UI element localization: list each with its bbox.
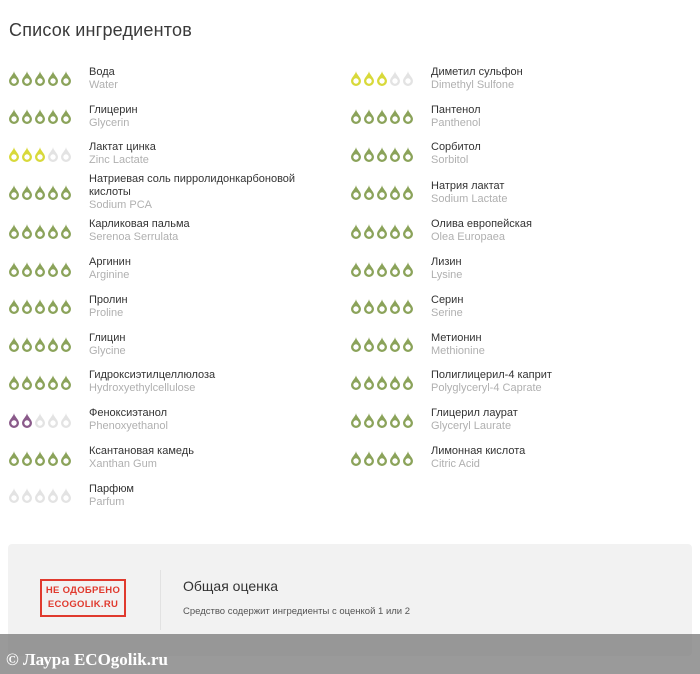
drop-icon bbox=[376, 337, 388, 352]
ingredient-name-latin: Methionine bbox=[431, 344, 485, 357]
ingredient-rating bbox=[0, 71, 89, 86]
drop-icon bbox=[389, 451, 401, 466]
drop-icon bbox=[350, 451, 362, 466]
ingredient-item[interactable] bbox=[342, 212, 700, 250]
ingredient-name-ru: Ксантановая камедь bbox=[89, 445, 194, 458]
ingredient-name-latin: Xanthan Gum bbox=[89, 458, 157, 471]
drop-icon bbox=[34, 488, 46, 503]
ingredient-name-latin: Zinc Lactate bbox=[89, 154, 149, 167]
ingredient-item[interactable] bbox=[0, 401, 342, 439]
ingredient-rating bbox=[0, 299, 89, 314]
ingredient-name-ru: Пролин bbox=[89, 293, 128, 306]
ingredient-item[interactable] bbox=[0, 98, 342, 136]
drop-icon bbox=[60, 299, 72, 314]
ingredient-name-ru: Лимонная кислота bbox=[431, 445, 526, 458]
ingredient-name-ru: Натрия лактат bbox=[431, 179, 505, 192]
drop-icon bbox=[47, 224, 59, 239]
ingredient-rating bbox=[342, 413, 431, 428]
ingredient-names bbox=[89, 256, 342, 282]
drop-icon bbox=[47, 451, 59, 466]
drop-icon bbox=[376, 109, 388, 124]
ingredient-rating bbox=[0, 413, 89, 428]
drop-icon bbox=[8, 71, 20, 86]
overall-rating-description: Средство содержит ингредиенты с оценкой 1 или 2 bbox=[183, 606, 411, 617]
drop-icon bbox=[363, 375, 375, 390]
drop-icon bbox=[363, 71, 375, 86]
stamp-line-2: ECOGOLIK.RU bbox=[47, 599, 119, 610]
ingredient-name-ru: Натриевая соль пирролидонкарбоновой кислоты bbox=[89, 173, 296, 199]
drop-icon bbox=[21, 262, 33, 277]
ingredient-item[interactable] bbox=[342, 173, 700, 212]
drop-icon bbox=[363, 147, 375, 162]
drop-icon bbox=[350, 147, 362, 162]
ingredient-name-ru: Вода bbox=[89, 65, 115, 78]
ingredient-name-ru: Лизин bbox=[431, 256, 462, 269]
drop-icon bbox=[47, 185, 59, 200]
drop-icon bbox=[8, 451, 20, 466]
drop-icon bbox=[376, 375, 388, 390]
drop-icon bbox=[389, 375, 401, 390]
drop-icon bbox=[402, 224, 414, 239]
ingredient-name-latin: Polyglyceryl-4 Caprate bbox=[431, 382, 542, 395]
drop-icon bbox=[60, 109, 72, 124]
ingredient-names bbox=[89, 332, 342, 358]
ingredient-item[interactable] bbox=[0, 326, 342, 364]
ingredient-names bbox=[89, 369, 342, 395]
drop-icon bbox=[402, 71, 414, 86]
ingredient-name-latin: Sodium Lactate bbox=[431, 192, 508, 205]
drop-icon bbox=[376, 299, 388, 314]
drop-icon bbox=[350, 375, 362, 390]
ingredient-name-ru: Аргинин bbox=[89, 256, 131, 269]
ingredient-rating bbox=[342, 451, 431, 466]
drop-icon bbox=[34, 451, 46, 466]
ingredient-rating bbox=[342, 262, 431, 277]
drop-icon bbox=[350, 71, 362, 86]
ingredient-rating bbox=[0, 488, 89, 503]
drop-icon bbox=[363, 109, 375, 124]
divider bbox=[160, 570, 161, 630]
ingredient-names bbox=[431, 66, 700, 92]
drop-icon bbox=[60, 262, 72, 277]
ingredient-rating bbox=[342, 375, 431, 390]
empty-cell bbox=[342, 477, 700, 515]
drop-icon bbox=[350, 109, 362, 124]
ingredient-name-latin: Lysine bbox=[431, 269, 463, 282]
ingredient-name-ru: Сорбитол bbox=[431, 141, 481, 154]
ingredient-name-latin: Arginine bbox=[89, 269, 130, 282]
ingredient-names bbox=[431, 141, 700, 167]
ingredient-item[interactable] bbox=[342, 250, 700, 288]
ingredient-name-ru: Феноксиэтанол bbox=[89, 407, 168, 420]
drop-icon bbox=[34, 185, 46, 200]
ingredient-name-latin: Glyceryl Laurate bbox=[431, 420, 512, 433]
drop-icon bbox=[47, 71, 59, 86]
ingredient-item[interactable] bbox=[342, 326, 700, 364]
drop-icon bbox=[8, 224, 20, 239]
drop-icon bbox=[60, 337, 72, 352]
drop-icon bbox=[402, 413, 414, 428]
drop-icon bbox=[350, 224, 362, 239]
ingredient-names bbox=[431, 294, 700, 320]
ingredient-item[interactable] bbox=[342, 136, 700, 174]
drop-icon bbox=[21, 375, 33, 390]
drop-icon bbox=[8, 413, 20, 428]
ingredient-rating bbox=[0, 451, 89, 466]
drop-icon bbox=[402, 147, 414, 162]
ingredient-item[interactable] bbox=[342, 401, 700, 439]
drop-icon bbox=[389, 337, 401, 352]
ingredient-rating bbox=[342, 299, 431, 314]
drop-icon bbox=[363, 337, 375, 352]
drop-icon bbox=[34, 262, 46, 277]
ingredient-name-ru: Метионин bbox=[431, 331, 482, 344]
ingredient-rating bbox=[342, 71, 431, 86]
drop-icon bbox=[389, 413, 401, 428]
drop-icon bbox=[376, 185, 388, 200]
ingredient-name-latin: Citric Acid bbox=[431, 458, 480, 471]
ingredient-rating bbox=[342, 185, 431, 200]
ingredient-item[interactable] bbox=[342, 364, 700, 402]
ingredient-item[interactable] bbox=[0, 212, 342, 250]
ingredient-rating bbox=[0, 224, 89, 239]
drop-icon bbox=[60, 71, 72, 86]
drop-icon bbox=[47, 488, 59, 503]
ingredient-name-latin: Phenoxyethanol bbox=[89, 420, 168, 433]
drop-icon bbox=[47, 337, 59, 352]
drop-icon bbox=[34, 337, 46, 352]
ingredient-name-ru: Диметил сульфон bbox=[431, 65, 523, 78]
ingredient-names bbox=[89, 66, 342, 92]
ingredient-name-ru: Пантенол bbox=[431, 103, 481, 116]
drop-icon bbox=[350, 337, 362, 352]
drop-icon bbox=[8, 299, 20, 314]
ingredient-item[interactable] bbox=[0, 288, 342, 326]
ingredient-item[interactable] bbox=[0, 439, 342, 477]
ingredient-name-ru: Олива европейская bbox=[431, 218, 532, 231]
drop-icon bbox=[389, 185, 401, 200]
drop-icon bbox=[47, 299, 59, 314]
ingredient-name-latin: Serenoa Serrulata bbox=[89, 231, 179, 244]
ingredient-rating bbox=[0, 375, 89, 390]
ingredient-name-ru: Глицерин bbox=[89, 103, 138, 116]
drop-icon bbox=[8, 147, 20, 162]
ingredient-name-latin: Serine bbox=[431, 306, 463, 319]
ingredient-rating bbox=[342, 337, 431, 352]
drop-icon bbox=[47, 109, 59, 124]
ingredient-rating bbox=[342, 224, 431, 239]
ingredient-rating bbox=[0, 185, 89, 200]
stamp-line-1: НЕ ОДОБРЕНО bbox=[45, 585, 121, 596]
drop-icon bbox=[389, 262, 401, 277]
ingredient-name-latin: Olea Europaea bbox=[431, 231, 505, 244]
ingredient-item[interactable] bbox=[342, 98, 700, 136]
ingredient-name-ru: Карликовая пальма bbox=[89, 218, 190, 231]
drop-icon bbox=[60, 375, 72, 390]
drop-icon bbox=[8, 262, 20, 277]
ingredient-name-latin: Dimethyl Sulfone bbox=[431, 78, 515, 91]
ingredient-name-latin: Sorbitol bbox=[431, 154, 469, 167]
drop-icon bbox=[21, 488, 33, 503]
ingredient-name-latin: Parfum bbox=[89, 495, 125, 508]
drop-icon bbox=[21, 147, 33, 162]
drop-icon bbox=[402, 451, 414, 466]
drop-icon bbox=[389, 109, 401, 124]
ingredient-names bbox=[89, 483, 342, 509]
ingredient-item[interactable] bbox=[0, 250, 342, 288]
drop-icon bbox=[376, 71, 388, 86]
drop-icon bbox=[34, 413, 46, 428]
drop-icon bbox=[389, 224, 401, 239]
drop-icon bbox=[402, 375, 414, 390]
ingredient-names bbox=[431, 332, 700, 358]
drop-icon bbox=[389, 299, 401, 314]
ingredient-item[interactable] bbox=[0, 60, 342, 98]
drop-icon bbox=[47, 413, 59, 428]
ingredient-names bbox=[431, 407, 700, 433]
drop-icon bbox=[363, 224, 375, 239]
drop-icon bbox=[402, 109, 414, 124]
drop-icon bbox=[34, 109, 46, 124]
drop-icon bbox=[34, 224, 46, 239]
ingredient-names bbox=[431, 256, 700, 282]
ingredient-name-latin: Proline bbox=[89, 306, 124, 319]
drop-icon bbox=[60, 451, 72, 466]
drop-icon bbox=[8, 109, 20, 124]
ingredient-name-ru: Глицин bbox=[89, 331, 126, 344]
ingredient-names bbox=[89, 173, 342, 212]
drop-icon bbox=[21, 224, 33, 239]
drop-icon bbox=[376, 413, 388, 428]
drop-icon bbox=[47, 262, 59, 277]
drop-icon bbox=[21, 299, 33, 314]
drop-icon bbox=[376, 262, 388, 277]
ingredient-name-latin: Glycine bbox=[89, 344, 126, 357]
ingredient-item[interactable] bbox=[0, 364, 342, 402]
page-title: Список ингредиентов bbox=[9, 20, 193, 40]
drop-icon bbox=[8, 337, 20, 352]
ingredient-name-ru: Серин bbox=[431, 293, 464, 306]
ingredient-rating bbox=[0, 147, 89, 162]
watermark-bar bbox=[0, 634, 700, 674]
ingredient-rating bbox=[0, 109, 89, 124]
ingredient-names bbox=[89, 104, 342, 130]
ingredient-name-ru: Глицерил лаурат bbox=[431, 407, 518, 420]
drop-icon bbox=[60, 413, 72, 428]
ingredient-names bbox=[431, 104, 700, 130]
drop-icon bbox=[60, 224, 72, 239]
drop-icon bbox=[389, 71, 401, 86]
ingredient-names bbox=[431, 445, 700, 471]
drop-icon bbox=[34, 71, 46, 86]
ingredient-name-latin: Water bbox=[89, 78, 118, 91]
ingredient-item[interactable] bbox=[342, 60, 700, 98]
drop-icon bbox=[363, 413, 375, 428]
ingredient-rating bbox=[342, 109, 431, 124]
drop-icon bbox=[350, 185, 362, 200]
ingredient-name-latin: Hydroxyethylcellulose bbox=[89, 382, 196, 395]
drop-icon bbox=[402, 337, 414, 352]
drop-icon bbox=[8, 185, 20, 200]
drop-icon bbox=[21, 109, 33, 124]
drop-icon bbox=[34, 147, 46, 162]
drop-icon bbox=[402, 262, 414, 277]
ingredient-name-ru: Парфюм bbox=[89, 482, 134, 495]
drop-icon bbox=[60, 147, 72, 162]
ingredient-names bbox=[89, 407, 342, 433]
drop-icon bbox=[21, 413, 33, 428]
ingredient-names bbox=[89, 294, 342, 320]
ingredient-grid bbox=[0, 60, 700, 515]
drop-icon bbox=[350, 299, 362, 314]
ingredient-item[interactable] bbox=[342, 439, 700, 477]
ingredient-names bbox=[431, 369, 700, 395]
drop-icon bbox=[21, 451, 33, 466]
ingredient-name-latin: Sodium PCA bbox=[89, 199, 152, 212]
drop-icon bbox=[363, 299, 375, 314]
ingredient-item[interactable] bbox=[0, 136, 342, 174]
drop-icon bbox=[60, 185, 72, 200]
ingredient-names bbox=[89, 445, 342, 471]
ingredient-names bbox=[431, 180, 700, 206]
drop-icon bbox=[350, 262, 362, 277]
ingredient-item[interactable] bbox=[0, 173, 342, 212]
drop-icon bbox=[21, 71, 33, 86]
ingredient-names bbox=[431, 218, 700, 244]
ingredient-name-latin: Glycerin bbox=[89, 116, 130, 129]
drop-icon bbox=[350, 413, 362, 428]
ingredient-item[interactable] bbox=[342, 288, 700, 326]
not-approved-stamp bbox=[40, 579, 126, 617]
drop-icon bbox=[389, 147, 401, 162]
drop-icon bbox=[8, 375, 20, 390]
drop-icon bbox=[21, 337, 33, 352]
ingredient-item[interactable] bbox=[0, 477, 342, 515]
drop-icon bbox=[34, 375, 46, 390]
ingredient-rating bbox=[342, 147, 431, 162]
ingredient-names bbox=[89, 141, 342, 167]
ingredient-name-ru: Лактат цинка bbox=[89, 141, 156, 154]
ingredient-rating bbox=[0, 337, 89, 352]
overall-rating-title: Общая оценка bbox=[183, 578, 279, 594]
drop-icon bbox=[21, 185, 33, 200]
drop-icon bbox=[47, 147, 59, 162]
ingredient-name-ru: Гидроксиэтилцеллюлоза bbox=[89, 369, 216, 382]
drop-icon bbox=[363, 262, 375, 277]
drop-icon bbox=[402, 299, 414, 314]
drop-icon bbox=[8, 488, 20, 503]
drop-icon bbox=[376, 147, 388, 162]
ingredient-names bbox=[89, 218, 342, 244]
ingredient-rating bbox=[0, 262, 89, 277]
drop-icon bbox=[363, 185, 375, 200]
drop-icon bbox=[376, 224, 388, 239]
drop-icon bbox=[47, 375, 59, 390]
drop-icon bbox=[60, 488, 72, 503]
drop-icon bbox=[363, 451, 375, 466]
ingredient-name-latin: Panthenol bbox=[431, 116, 481, 129]
drop-icon bbox=[402, 185, 414, 200]
ingredient-name-ru: Полиглицерил-4 каприт bbox=[431, 369, 552, 382]
watermark-text: © Лаура ECOgolik.ru bbox=[6, 650, 168, 669]
drop-icon bbox=[376, 451, 388, 466]
drop-icon bbox=[34, 299, 46, 314]
